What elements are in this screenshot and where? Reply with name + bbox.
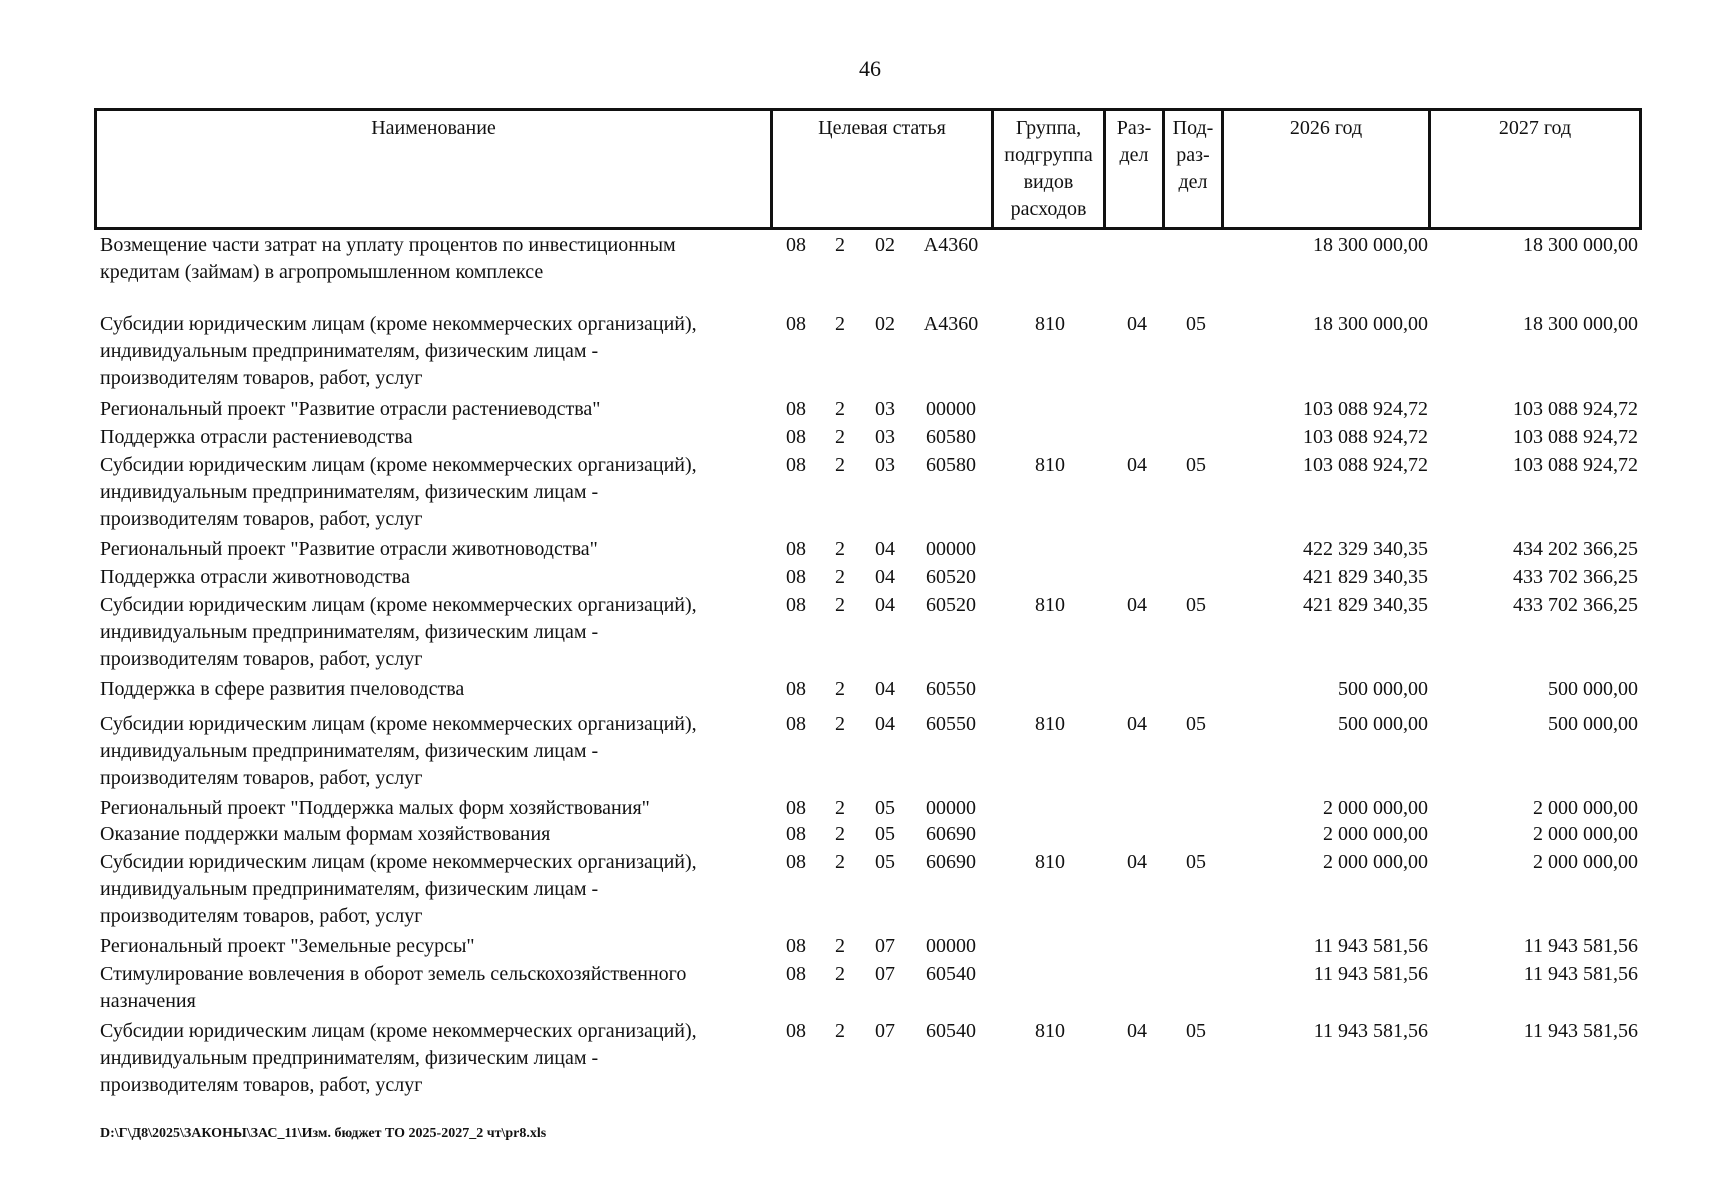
- row-article-part2: 2: [835, 313, 845, 335]
- row-name: Субсидии юридическим лицам (кроме некоммерческих организаций), индивидуальным предпринимателям, физическим лицам - производителям товаров, работ, услуг: [100, 1020, 697, 1096]
- row-article-part1: 08: [786, 823, 806, 845]
- row-subsection: 05: [1186, 1020, 1206, 1042]
- row-article-part1: 08: [786, 313, 806, 335]
- row-group: 810: [1035, 851, 1065, 873]
- row-article-part2: 2: [835, 797, 845, 819]
- row-article-part1: 08: [786, 678, 806, 700]
- row-article-part4: 60580: [926, 454, 976, 476]
- header-year-2026: 2026 год: [1224, 111, 1431, 227]
- row-article-part4: 00000: [926, 398, 976, 420]
- row-article-part4: 00000: [926, 538, 976, 560]
- row-article-part2: 2: [835, 566, 845, 588]
- row-article-part2: 2: [835, 851, 845, 873]
- row-article-part4: 60690: [926, 851, 976, 873]
- row-article-part3: 04: [875, 538, 895, 560]
- row-section: 04: [1127, 713, 1147, 735]
- row-article-part4: 60550: [926, 678, 976, 700]
- row-name: Субсидии юридическим лицам (кроме некоммерческих организаций), индивидуальным предпринимателям, физическим лицам - производителям товаров, работ, услуг: [100, 713, 697, 789]
- row-value-2027: 18 300 000,00: [1523, 313, 1638, 335]
- row-value-2027: 11 943 581,56: [1523, 935, 1638, 957]
- row-article-part3: 02: [875, 234, 895, 256]
- row-article-part1: 08: [786, 851, 806, 873]
- row-value-2026: 2 000 000,00: [1323, 797, 1428, 819]
- row-article-part2: 2: [835, 426, 845, 448]
- row-article-part3: 02: [875, 313, 895, 335]
- header-group: Группа, подгруппа видов расходов: [994, 111, 1106, 227]
- row-value-2027: 433 702 366,25: [1513, 594, 1638, 616]
- row-value-2026: 11 943 581,56: [1313, 935, 1428, 957]
- row-article-part1: 08: [786, 454, 806, 476]
- row-article-part2: 2: [835, 713, 845, 735]
- row-group: 810: [1035, 1020, 1065, 1042]
- row-article-part1: 08: [786, 234, 806, 256]
- row-value-2026: 421 829 340,35: [1303, 594, 1428, 616]
- row-article-part4: А4360: [923, 313, 979, 335]
- row-value-2026: 2 000 000,00: [1323, 851, 1428, 873]
- row-value-2027: 18 300 000,00: [1523, 234, 1638, 256]
- row-article-part3: 05: [875, 797, 895, 819]
- row-value-2026: 18 300 000,00: [1313, 234, 1428, 256]
- row-name: Субсидии юридическим лицам (кроме некоммерческих организаций), индивидуальным предпринимателям, физическим лицам - производителям товаров, работ, услуг: [100, 594, 697, 670]
- row-article-part3: 07: [875, 963, 895, 985]
- row-article-part1: 08: [786, 963, 806, 985]
- row-value-2026: 103 088 924,72: [1303, 454, 1428, 476]
- row-article-part1: 08: [786, 594, 806, 616]
- row-value-2027: 2 000 000,00: [1533, 797, 1638, 819]
- row-article-part4: 60520: [926, 566, 976, 588]
- row-name: Поддержка отрасли животноводства: [100, 566, 410, 588]
- row-article-part1: 08: [786, 797, 806, 819]
- row-value-2027: 103 088 924,72: [1513, 454, 1638, 476]
- row-article-part2: 2: [835, 935, 845, 957]
- row-name: Поддержка отрасли растениеводства: [100, 426, 413, 448]
- row-value-2026: 11 943 581,56: [1313, 963, 1428, 985]
- footer-file-path: D:\Г\Д8\2025\ЗАКОНЫ\ЗАС_11\Изм. бюджет ТО 2025-2027_2 чт\pr8.xls: [100, 1126, 547, 1141]
- row-article-part3: 04: [875, 678, 895, 700]
- row-name: Субсидии юридическим лицам (кроме некоммерческих организаций), индивидуальным предпринимателям, физическим лицам - производителям товаров, работ, услуг: [100, 313, 697, 389]
- row-group: 810: [1035, 713, 1065, 735]
- row-article-part1: 08: [786, 935, 806, 957]
- row-article-part3: 04: [875, 566, 895, 588]
- row-value-2026: 500 000,00: [1338, 678, 1428, 700]
- row-article-part1: 08: [786, 398, 806, 420]
- row-value-2027: 434 202 366,25: [1513, 538, 1638, 560]
- row-value-2027: 2 000 000,00: [1533, 823, 1638, 845]
- row-name: Поддержка в сфере развития пчеловодства: [100, 678, 465, 700]
- row-article-part4: 60550: [926, 713, 976, 735]
- row-article-part1: 08: [786, 426, 806, 448]
- row-name: Региональный проект "Развитие отрасли животноводства": [100, 538, 598, 560]
- row-value-2026: 500 000,00: [1338, 713, 1428, 735]
- row-article-part2: 2: [835, 823, 845, 845]
- row-subsection: 05: [1186, 594, 1206, 616]
- row-value-2027: 500 000,00: [1548, 678, 1638, 700]
- row-article-part2: 2: [835, 454, 845, 476]
- row-article-part1: 08: [786, 713, 806, 735]
- header-subsection: Под- раз- дел: [1165, 111, 1224, 227]
- row-group: 810: [1035, 313, 1065, 335]
- row-article-part3: 05: [875, 851, 895, 873]
- row-value-2026: 11 943 581,56: [1313, 1020, 1428, 1042]
- row-subsection: 05: [1186, 851, 1206, 873]
- row-group: 810: [1035, 594, 1065, 616]
- row-subsection: 05: [1186, 313, 1206, 335]
- row-value-2027: 433 702 366,25: [1513, 566, 1638, 588]
- row-article-part3: 07: [875, 1020, 895, 1042]
- row-article-part3: 03: [875, 398, 895, 420]
- row-article-part2: 2: [835, 538, 845, 560]
- row-name: Региональный проект "Поддержка малых форм хозяйствования": [100, 797, 650, 819]
- row-name: Региональный проект "Развитие отрасли растениеводства": [100, 398, 601, 420]
- header-target-article: Целевая статья: [773, 111, 994, 227]
- row-group: 810: [1035, 454, 1065, 476]
- row-value-2026: 421 829 340,35: [1303, 566, 1428, 588]
- row-value-2027: 500 000,00: [1548, 713, 1638, 735]
- row-article-part4: 60540: [926, 963, 976, 985]
- row-article-part1: 08: [786, 1020, 806, 1042]
- row-article-part4: 60580: [926, 426, 976, 448]
- row-value-2027: 11 943 581,56: [1523, 963, 1638, 985]
- header-year-2027: 2027 год: [1498, 117, 1572, 139]
- row-article-part3: 03: [875, 454, 895, 476]
- row-value-2026: 103 088 924,72: [1303, 398, 1428, 420]
- row-article-part4: 00000: [926, 797, 976, 819]
- row-article-part4: 60690: [926, 823, 976, 845]
- row-value-2026: 422 329 340,35: [1303, 538, 1428, 560]
- row-section: 04: [1127, 851, 1147, 873]
- row-article-part4: 60540: [926, 1020, 976, 1042]
- row-article-part1: 08: [786, 566, 806, 588]
- row-article-part4: А4360: [923, 234, 979, 256]
- row-value-2027: 103 088 924,72: [1513, 426, 1638, 448]
- row-article-part3: 05: [875, 823, 895, 845]
- row-subsection: 05: [1186, 454, 1206, 476]
- row-subsection: 05: [1186, 713, 1206, 735]
- row-section: 04: [1127, 594, 1147, 616]
- page-number: 46: [859, 56, 881, 81]
- row-name: Региональный проект "Земельные ресурсы": [100, 935, 475, 957]
- row-article-part3: 04: [875, 713, 895, 735]
- row-value-2027: 11 943 581,56: [1523, 1020, 1638, 1042]
- row-value-2027: 2 000 000,00: [1533, 851, 1638, 873]
- row-name: Субсидии юридическим лицам (кроме некоммерческих организаций), индивидуальным предпринимателям, физическим лицам - производителям товаров, работ, услуг: [100, 851, 697, 927]
- row-name: Возмещение части затрат на уплату процентов по инвестиционным кредитам (займам) в агропромышленном комплексе: [100, 234, 676, 283]
- row-article-part3: 04: [875, 594, 895, 616]
- row-article-part3: 07: [875, 935, 895, 957]
- row-name: Стимулирование вовлечения в оборот земель сельскохозяйственного назначения: [100, 963, 687, 1012]
- row-value-2026: 103 088 924,72: [1303, 426, 1428, 448]
- row-article-part2: 2: [835, 234, 845, 256]
- row-article-part2: 2: [835, 963, 845, 985]
- row-article-part2: 2: [835, 594, 845, 616]
- row-article-part2: 2: [835, 1020, 845, 1042]
- row-article-part2: 2: [835, 678, 845, 700]
- header-section: Раз- дел: [1106, 111, 1165, 227]
- row-article-part1: 08: [786, 538, 806, 560]
- row-value-2026: 18 300 000,00: [1313, 313, 1428, 335]
- row-article-part3: 03: [875, 426, 895, 448]
- row-section: 04: [1127, 454, 1147, 476]
- row-name: Оказание поддержки малым формам хозяйствования: [100, 823, 551, 845]
- row-article-part4: 00000: [926, 935, 976, 957]
- row-article-part4: 60520: [926, 594, 976, 616]
- header-name: Наименование: [97, 111, 773, 227]
- row-name: Субсидии юридическим лицам (кроме некоммерческих организаций), индивидуальным предпринимателям, физическим лицам - производителям товаров, работ, услуг: [100, 454, 697, 530]
- row-article-part2: 2: [835, 398, 845, 420]
- row-value-2026: 2 000 000,00: [1323, 823, 1428, 845]
- row-section: 04: [1127, 313, 1147, 335]
- row-section: 04: [1127, 1020, 1147, 1042]
- row-value-2027: 103 088 924,72: [1513, 398, 1638, 420]
